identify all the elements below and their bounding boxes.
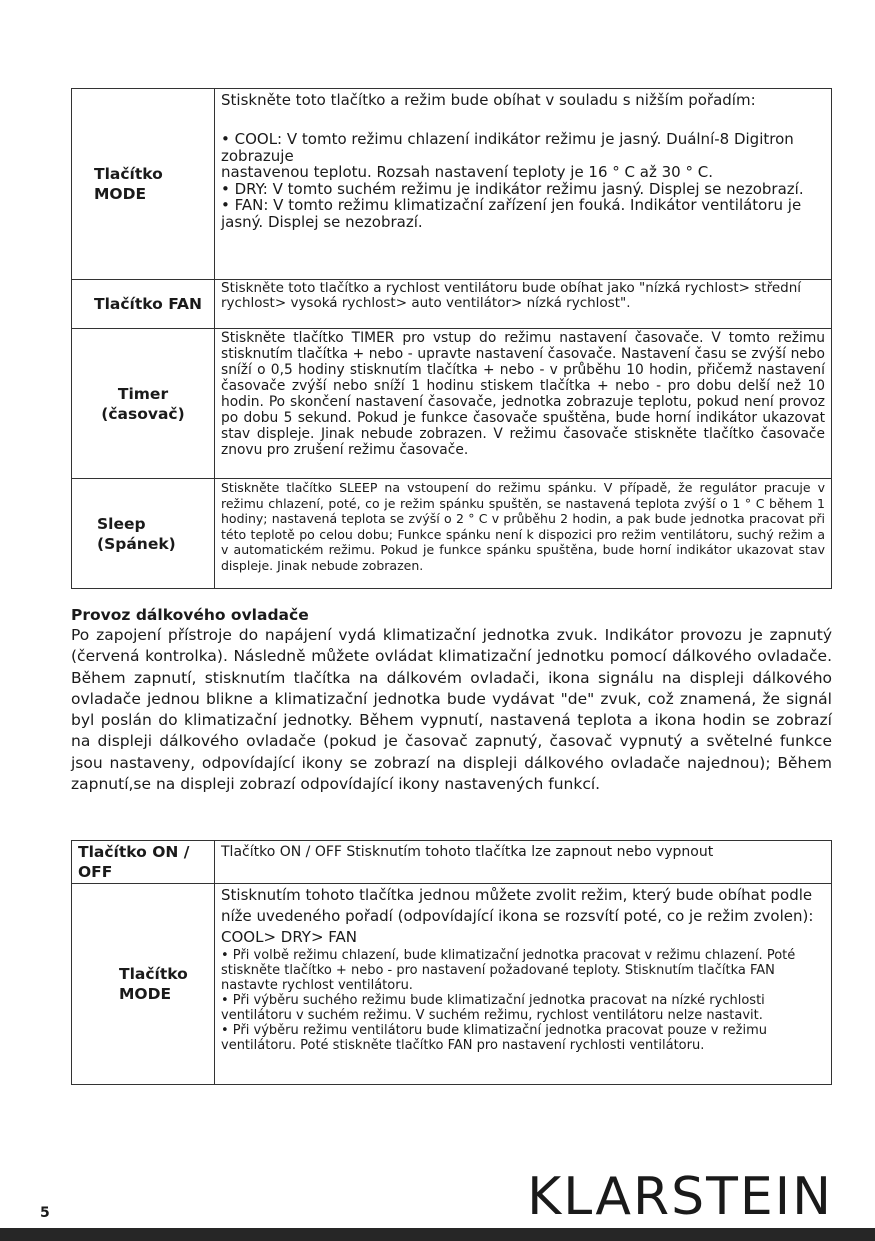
mode-cool-1: • COOL: V tomto režimu chlazení indikátor režimu je jasný. Duální-8 Digitron zobrazuje <box>221 130 794 165</box>
table-row <box>72 89 832 280</box>
fan-label: Tlačítko FAN <box>94 295 202 313</box>
mode2-intro: Stisknutím tohoto tlačítka jednou můžete zvolit režim, který bude obíhat podle níže uvedeného pořadí (odpovídající ikona se rozsvítí poté, co je režim zvolen): COOL> DRY> FAN <box>221 886 814 946</box>
mode-fan: • FAN: V tomto režimu klimatizační zařízení jen fouká. Indikátor ventilátoru je jasný. Displej se nezobrazí. <box>221 196 802 231</box>
brand-logo: KLARSTEIN <box>527 1167 833 1227</box>
timer-description-cell <box>215 329 832 479</box>
onoff-description-cell <box>215 841 832 884</box>
page-number: 5 <box>40 1205 50 1221</box>
mode2-dry: • Při výběru suchého režimu bude klimatizační jednotka pracovat na nízké rychlosti ventilátoru v suchém režimu. V suchém režimu, rychlost ventilátoru nelze nastavit. <box>221 993 765 1023</box>
mode-description-cell <box>215 89 832 280</box>
table-row <box>72 329 832 479</box>
button-description-table <box>71 88 832 589</box>
mode2-fan: • Při výběru režimu ventilátoru bude klimatizační jednotka pracovat pouze v režimu ventilátoru. Poté stiskněte tlačítko FAN pro nastavení rychlosti ventilátoru. <box>221 1023 767 1053</box>
remote-buttons-table <box>71 840 832 1085</box>
table-row <box>72 280 832 329</box>
table-row <box>72 841 832 884</box>
mode-label: Tlačítko <box>94 165 163 183</box>
timer-text: Stiskněte tlačítko TIMER pro vstup do režimu nastavení časovače. V tomto režimu stisknutím tlačítka + nebo - upravte nastavení časovače. Nastavení času se zvýší nebo sníží o 0,5 hodiny stisknutím tlačítka + nebo - v průběhu 10 hodin, přičemž nastavení časovače zvýší nebo sníží 1 hodinu stiskem tlačítka + nebo - pro dobu delší než 10 hodin. Po skončení nastavení časovače, jednotka zobrazuje teplotu, pokud není provoz po dobu 5 sekund. Pokud je funkce časovače spuštěna, bude horní indikátor ukazovat stav displeje. Jinak nebude zobrazen. V režimu časovače stiskněte tlačítko časovače znovu pro zrušení režimu časovače. <box>221 330 825 458</box>
timer-label-cell <box>72 329 215 479</box>
mode2-label-cell <box>72 884 215 1085</box>
sleep-text: Stiskněte tlačítko SLEEP na vstoupení do režimu spánku. V případě, že regulátor pracuje v režimu chlazení, poté, co je režim spánku spuštěn, se nastavená teplota zvýší o 1 ° C během 1 hodiny; nastavená teplota se zvýší o 2 ° C v průběhu 2 hodin, a pak bude jednotka pracovat při této teplotě po celou dobu; Funkce spánku není k dispozici pro režim ventilátoru, suchý režim a v automatickém režimu. Pokud je funkce spánku spuštěna, bude horní indikátor ukazovat stav displeje. Jinak nebude zobrazen. <box>221 480 825 573</box>
onoff-text: Tlačítko ON / OFF Stisknutím tohoto tlačítka lze zapnout nebo vypnout <box>221 844 714 860</box>
table-row <box>72 884 832 1085</box>
sleep-label-2: (Spánek) <box>97 534 176 553</box>
mode-cool-2: nastavenou teplotu. Rozsah nastavení teploty je 16 ° C až 30 ° C. <box>221 163 713 181</box>
timer-label-2: (časovač) <box>101 404 185 423</box>
sleep-label: Sleep <box>97 514 146 533</box>
mode2-label: Tlačítko <box>119 965 188 983</box>
sleep-description-cell <box>215 479 832 589</box>
remote-control-section <box>71 605 832 795</box>
mode2-label-2: MODE <box>119 985 172 1003</box>
section-paragraph: Po zapojení přístroje do napájení vydá klimatizační jednotka zvuk. Indikátor provozu je zapnutý (červená kontrolka). Následně můžete ovládat klimatizační jednotku pomocí dálkového ovladače. Během zapnutí, stisknutím tlačítka na dálkovém ovladači, ikona signálu na displeji dálkového ovladače jednou blikne a klimatizační jednotka bude vydávat "de" zvuk, což znamená, že signál byl poslán do klimatizační jednotky. Během vypnutí, nastavená teplota a ikona hodin se zobrazí na displeji dálkového ovladače (pokud je časovač zapnutý, časovač vypnutý a světelné funkce jsou nastaveny, odpovídající ikony se zobrazí na displeji dálkového ovladače najednou); Během zapnutí,se na displeji zobrazí odpovídající ikony nastavených funkcí. <box>71 626 832 794</box>
mode2-description-cell <box>215 884 832 1085</box>
timer-label: Timer <box>117 384 169 403</box>
mode-dry: • DRY: V tomto suchém režimu je indikátor režimu jasný. Displej se nezobrazí. <box>221 179 804 198</box>
onoff-label-2: OFF <box>78 863 113 881</box>
footer-bar <box>0 1228 875 1241</box>
mode-label-cell <box>72 89 215 280</box>
section-heading: Provoz dálkového ovladače <box>71 606 309 624</box>
table-row <box>72 479 832 589</box>
mode-label-2: MODE <box>94 185 147 203</box>
mode-intro: Stiskněte toto tlačítko a režim bude obíhat v souladu s nižším pořadím: <box>221 91 756 109</box>
fan-label-cell <box>72 280 215 329</box>
onoff-label: Tlačítko ON / <box>78 843 190 861</box>
fan-description-cell <box>215 280 832 329</box>
fan-text: Stiskněte toto tlačítko a rychlost ventilátoru bude obíhat jako "nízká rychlost> střední rychlost> vysoká rychlost> auto ventilátor> nízká rychlost". <box>221 280 802 311</box>
sleep-label-cell <box>72 479 215 589</box>
onoff-label-cell <box>72 841 215 884</box>
mode2-cool: • Při volbě režimu chlazení, bude klimatizační jednotka pracovat v režimu chlazení. Poté stiskněte tlačítko + nebo - pro nastavení požadované teploty. Stisknutím tlačítka FAN nastavte rychlost ventilátoru. <box>221 948 796 993</box>
